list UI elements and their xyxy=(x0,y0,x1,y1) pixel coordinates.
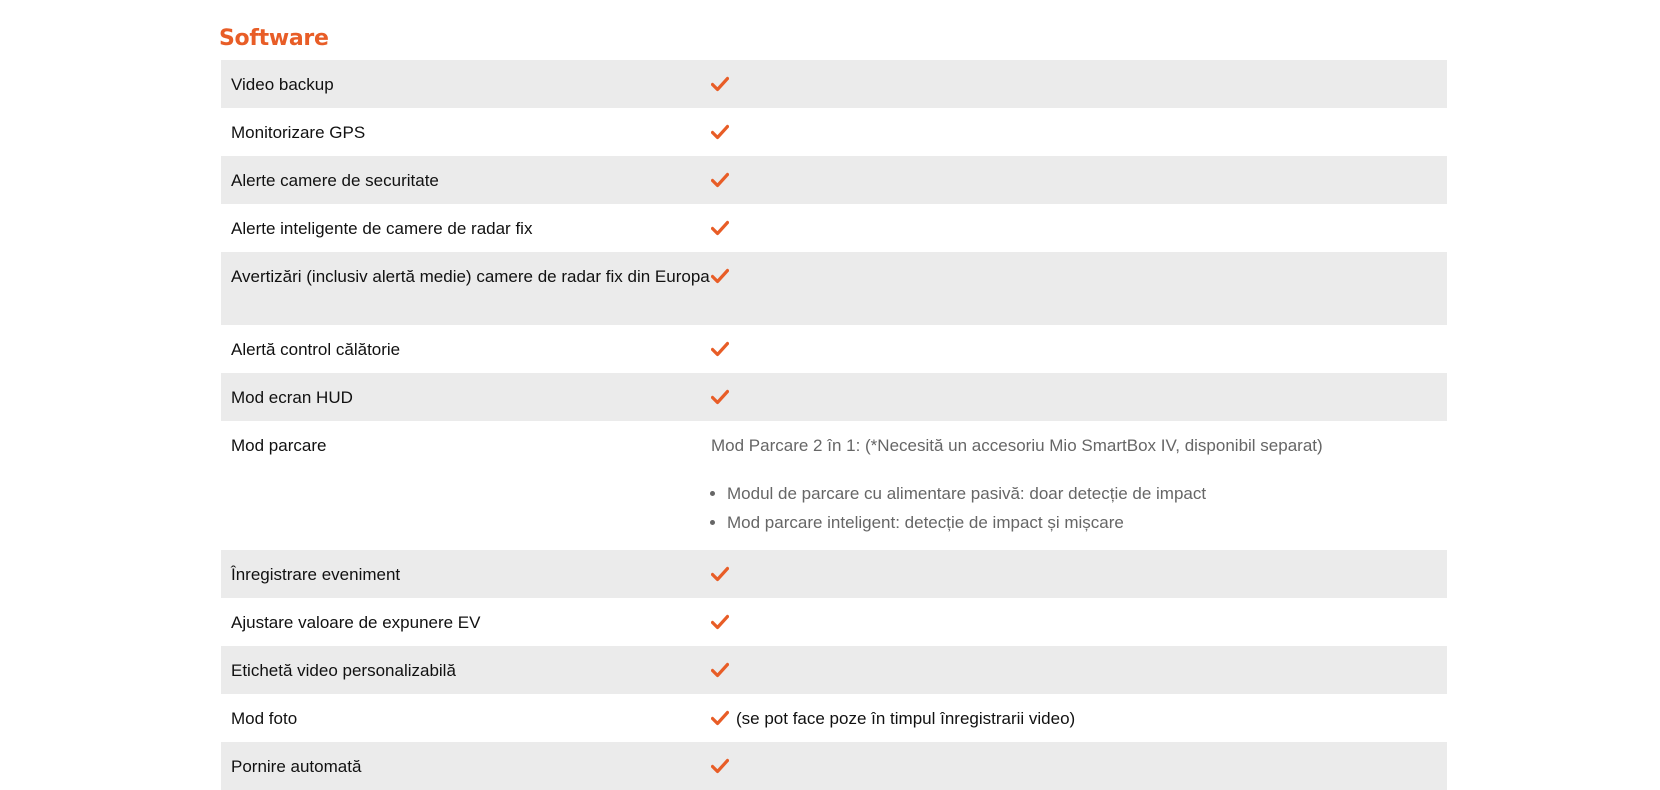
feature-label: Înregistrare eveniment xyxy=(231,565,401,584)
table-row xyxy=(221,421,1447,550)
section-title: Software xyxy=(219,26,329,51)
table-row xyxy=(221,156,1447,204)
checkmark-icon xyxy=(711,757,729,775)
feature-value xyxy=(711,156,1447,189)
parking-mode-description: Mod Parcare 2 în 1: (*Necesită un accesoriu Mio SmartBox IV, disponibil separat) xyxy=(711,436,1323,455)
feature-label: Mod ecran HUD xyxy=(231,388,353,407)
feature-label: Video backup xyxy=(231,75,334,94)
feature-label: Avertizări (inclusiv alertă medie) camere de radar fix din Europa xyxy=(231,267,710,286)
feature-label: Alerte camere de securitate xyxy=(231,171,439,190)
checkmark-icon xyxy=(711,388,729,406)
checkmark-icon xyxy=(711,171,729,189)
checkmark-icon xyxy=(711,267,729,285)
table-row xyxy=(221,550,1447,598)
photo-mode-note: (se pot face poze în timpul înregistrarii video) xyxy=(736,709,1076,728)
feature-label: Alerte inteligente de camere de radar fix xyxy=(231,219,533,238)
parking-mode-list xyxy=(711,481,1447,535)
feature-value xyxy=(711,550,1447,583)
table-row xyxy=(221,204,1447,252)
spec-table xyxy=(221,60,1447,790)
feature-label: Alertă control călătorie xyxy=(231,340,401,359)
feature-label: Mod parcare xyxy=(231,436,327,455)
checkmark-icon xyxy=(711,661,729,679)
table-row xyxy=(221,742,1447,790)
table-row xyxy=(221,325,1447,373)
feature-value xyxy=(711,373,1447,406)
feature-value xyxy=(711,60,1447,93)
feature-value xyxy=(711,325,1447,358)
checkmark-icon xyxy=(711,340,729,358)
feature-value xyxy=(711,742,1447,775)
table-row xyxy=(221,60,1447,108)
checkmark-icon xyxy=(711,75,729,93)
feature-value xyxy=(711,204,1447,237)
checkmark-icon xyxy=(711,219,729,237)
feature-label: Pornire automată xyxy=(231,757,362,776)
feature-value xyxy=(711,598,1447,631)
feature-label: Mod foto xyxy=(231,709,298,728)
feature-label: Etichetă video personalizabilă xyxy=(231,661,456,680)
checkmark-icon xyxy=(711,709,729,727)
table-row xyxy=(221,598,1447,646)
table-row xyxy=(221,694,1447,742)
feature-value xyxy=(711,108,1447,141)
list-item: • Mod parcare inteligent: detecție de impact și mișcare xyxy=(727,510,1447,535)
checkmark-icon xyxy=(711,613,729,631)
feature-value xyxy=(711,646,1447,679)
checkmark-icon xyxy=(711,565,729,583)
list-item: • Modul de parcare cu alimentare pasivă: doar detecție de impact xyxy=(727,481,1447,506)
feature-label: Monitorizare GPS xyxy=(231,123,366,142)
checkmark-icon xyxy=(711,123,729,141)
table-row xyxy=(221,108,1447,156)
feature-label: Ajustare valoare de expunere EV xyxy=(231,613,481,632)
feature-value xyxy=(711,694,1447,731)
parking-mode-details xyxy=(711,421,1447,539)
table-row xyxy=(221,252,1447,325)
table-row xyxy=(221,373,1447,421)
table-row xyxy=(221,646,1447,694)
feature-value xyxy=(711,252,1447,285)
